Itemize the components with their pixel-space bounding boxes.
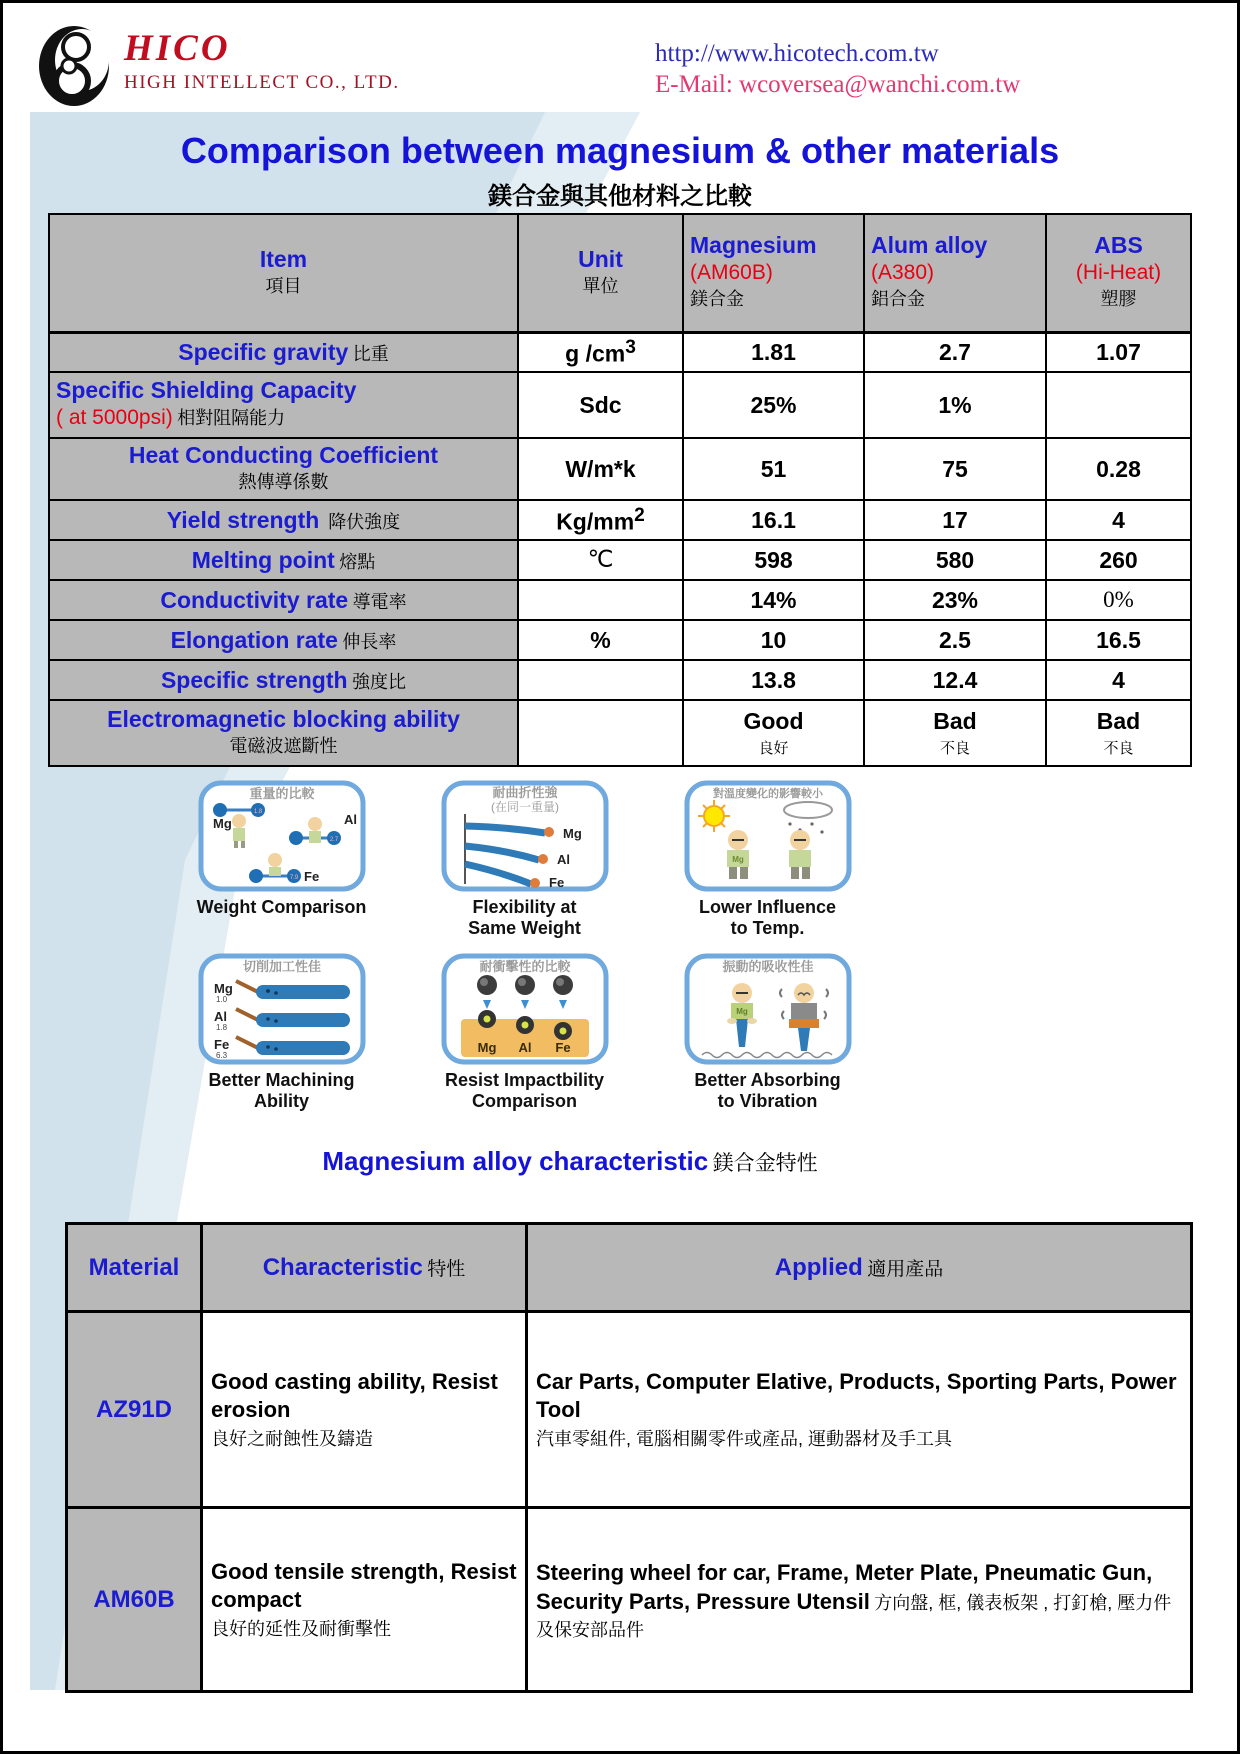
- temperature-panel: [646, 780, 889, 939]
- svg-text:Fe: Fe: [213, 1037, 229, 1052]
- svg-text:Mg: Mg: [731, 855, 744, 864]
- svg-text:(在同一重量): (在同一重量): [490, 800, 559, 814]
- table-row: Heat Conducting Coefficient 熱傳導係數 W/m*k 51 75 0.28: [49, 438, 1191, 500]
- panel-caption: Resist Impactbility Comparison: [444, 1070, 605, 1111]
- page-title: Comparison between magnesium & other materials: [180, 130, 1060, 171]
- page-subtitle: 鎂合金與其他材料之比較: [488, 184, 752, 210]
- machining-panel: [160, 953, 403, 1112]
- svg-text:耐衝擊性的比較: 耐衝擊性的比較: [478, 959, 571, 974]
- svg-text:Mg: Mg: [735, 1007, 748, 1016]
- table-row: AM60B Good tensile strength, Resist compact 良好的延性及耐衝擊性 Steering wheel for car, Frame, Meter Plate, Pneumatic Gun, Security Parts, Pressure Utensil 方向盤, 框, 儀表板架 , 打釘槍, 壓力件及保安部品件: [67, 1508, 1192, 1692]
- panel-caption: Weight Comparison: [196, 897, 367, 917]
- svg-text:Al: Al: [213, 1009, 227, 1024]
- svg-text:1.8: 1.8: [215, 1023, 227, 1032]
- temperature-illustration: [684, 780, 852, 892]
- svg-text:Fe: Fe: [554, 1040, 571, 1055]
- svg-text:6.3: 6.3: [215, 1051, 227, 1060]
- header-material: Material: [67, 1224, 202, 1312]
- materials-table: [65, 1222, 1193, 1693]
- panel-caption: Better Machining Ability: [208, 1070, 355, 1111]
- materials-table-header: [67, 1224, 1192, 1312]
- section-heading: Magnesium alloy characteristic 鎂合金特性: [322, 1146, 818, 1176]
- flexibility-illustration: [441, 780, 609, 892]
- svg-text:振動的吸收性佳: 振動的吸收性佳: [721, 959, 814, 974]
- table-row: Elongation rate 伸長率 % 10 2.5 16.5: [49, 620, 1191, 660]
- header-applied: Applied 適用產品: [527, 1224, 1192, 1312]
- impact-panel: [403, 953, 646, 1112]
- contact-block: [655, 38, 1020, 100]
- panel-caption: Lower Influence to Temp.: [698, 897, 837, 938]
- weight-comparison-panel: [160, 780, 403, 939]
- vibration-illustration: [684, 953, 852, 1065]
- svg-text:1.0: 1.0: [215, 995, 227, 1004]
- header-characteristic: Characteristic 特性: [202, 1224, 527, 1312]
- panel-caption: Better Absorbing to Vibration: [694, 1070, 841, 1111]
- header-item: Item 項目: [49, 214, 518, 332]
- hico-logo-icon: [36, 24, 114, 108]
- table-row: Specific Shielding Capacity ( at 5000psi) 相對阻隔能力 Sdc 25% 1%: [49, 372, 1191, 438]
- svg-text:Mg: Mg: [477, 1040, 496, 1055]
- header-abs: ABS (Hi-Heat) 塑膠: [1046, 214, 1191, 332]
- email-address: E-Mail: wcoversea@wanchi.com.tw: [655, 71, 1021, 98]
- header-alum-alloy: Alum alloy (A380) 鋁合金: [864, 214, 1046, 332]
- company-subtitle: HIGH INTELLECT CO., LTD.: [124, 72, 400, 93]
- page-title-block: [0, 130, 1240, 211]
- table-row: Conductivity rate 導電率 14% 23% 0%: [49, 580, 1191, 620]
- flexibility-panel: [403, 780, 646, 939]
- svg-text:重量的比較: 重量的比較: [248, 786, 315, 801]
- svg-text:Fe: Fe: [548, 875, 564, 890]
- comparison-table-header: [49, 214, 1191, 332]
- header-unit: Unit 單位: [518, 214, 683, 332]
- table-row: Melting point 熔點 ℃ 598 580 260: [49, 540, 1191, 580]
- svg-text:耐曲折性強: 耐曲折性強: [491, 785, 558, 800]
- header-magnesium: Magnesium (AM60B) 鎂合金: [683, 214, 864, 332]
- svg-text:Mg: Mg: [213, 981, 233, 996]
- svg-text:對溫度變化的影響較小: 對溫度變化的影響較小: [712, 788, 823, 800]
- table-row: AZ91D Good casting ability, Resist erosion 良好之耐蝕性及鑄造 Car Parts, Computer Elative, Products, Sporting Parts, Power Tool 汽車零組件, 電腦相關零件或產品, 運動器材及手工具: [67, 1312, 1192, 1508]
- svg-text:1.8: 1.8: [253, 809, 262, 815]
- feature-panels: [160, 780, 890, 1112]
- company-logo: [36, 24, 400, 108]
- svg-text:2.7: 2.7: [329, 837, 338, 843]
- svg-text:Mg: Mg: [212, 816, 232, 831]
- table-row: Electromagnetic blocking ability 電磁波遮斷性 Good 良好 Bad 不良 Bad 不良: [49, 700, 1191, 766]
- svg-text:7.9: 7.9: [289, 875, 298, 881]
- impact-illustration: [441, 953, 609, 1065]
- svg-text:Mg: Mg: [562, 826, 582, 841]
- table-row: Specific gravity 比重 g $/cm^3$ 1.81 2.7 1.07: [49, 332, 1191, 372]
- vibration-panel: [646, 953, 889, 1112]
- table-row: Yield strength 降伏強度 $Kg/mm^2$ 16.1 17 4: [49, 500, 1191, 540]
- svg-text:Al: Al: [556, 852, 570, 867]
- comparison-table: [48, 213, 1192, 767]
- weight-comparison-illustration: [198, 780, 366, 892]
- table-row: Specific strength 強度比 13.8 12.4 4: [49, 660, 1191, 700]
- panel-caption: Flexibility at Same Weight: [468, 897, 581, 938]
- svg-text:Al: Al: [343, 812, 357, 827]
- machining-illustration: [198, 953, 366, 1065]
- svg-text:Fe: Fe: [303, 869, 319, 884]
- website-url: http://www.hicotech.com.tw: [655, 40, 939, 67]
- svg-text:Al: Al: [518, 1040, 531, 1055]
- svg-text:切削加工性佳: 切削加工性佳: [242, 959, 321, 974]
- company-name: HICO: [124, 28, 231, 69]
